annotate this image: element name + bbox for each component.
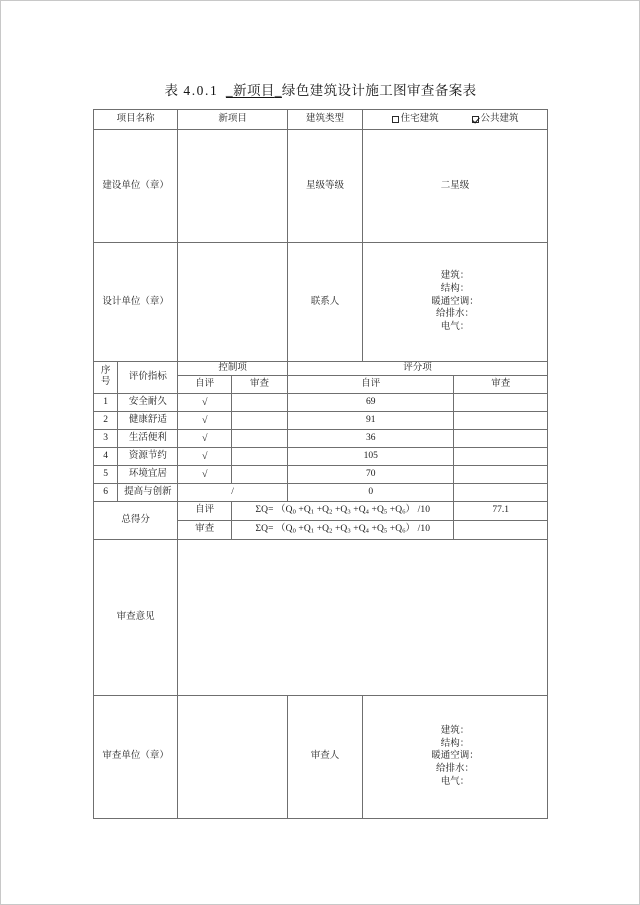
total-score-label: 总得分: [94, 501, 178, 539]
checkbox-residential[interactable]: [392, 113, 439, 126]
table-row-project-name: [94, 110, 548, 130]
unchecked-box-icon: [392, 116, 399, 123]
discipline-structure: 结构：: [440, 283, 470, 294]
page-title: [93, 79, 548, 99]
total-score-self-row: [94, 501, 548, 520]
building-type-options: [363, 110, 548, 130]
score-self-header: 自评: [287, 375, 454, 393]
total-review-value[interactable]: [454, 520, 548, 539]
row-control-merged[interactable]: /: [178, 483, 288, 501]
row-seq: 3: [94, 429, 118, 447]
total-review-label: 审查: [178, 520, 232, 539]
row-control-review[interactable]: [232, 429, 288, 447]
row-score-review[interactable]: [454, 429, 548, 447]
review-unit-label: 审查单位（章）: [94, 695, 178, 818]
total-review-formula: $\Sigma Q= (Q_0 +Q_1 +Q_2 +Q_3 +Q_4 +Q_5 +Q_6)$ /10: [232, 520, 454, 539]
row-score-self[interactable]: 69: [287, 393, 454, 411]
discipline-architecture: 建筑：: [440, 725, 470, 736]
row-indicator: 健康舒适: [118, 411, 178, 429]
seq-header-line1: 序: [100, 365, 111, 376]
construction-unit-label: 建设单位（章）: [94, 130, 178, 243]
project-name-value[interactable]: 新项目: [178, 110, 288, 130]
score-review-header: 审查: [454, 375, 548, 393]
control-review-header: 审查: [232, 375, 288, 393]
seq-header-line2: 号: [100, 377, 111, 388]
building-type-label: 建筑类型: [287, 110, 362, 130]
row-control-self[interactable]: √: [178, 429, 232, 447]
discipline-plumbing: 给排水：: [436, 764, 475, 775]
star-level-value[interactable]: 二星级: [363, 130, 548, 243]
review-opinion-value[interactable]: [178, 539, 548, 695]
row-indicator: 资源节约: [118, 447, 178, 465]
table-row: [94, 483, 548, 501]
row-score-review[interactable]: [454, 483, 548, 501]
review-unit-value[interactable]: [178, 695, 288, 818]
review-discipline-list[interactable]: [363, 695, 548, 818]
table-row-construction-unit: [94, 130, 548, 243]
row-control-self[interactable]: √: [178, 465, 232, 483]
row-score-review[interactable]: [454, 447, 548, 465]
title-prefix: 表: [164, 83, 179, 98]
scoring-group-header: 评分项: [287, 362, 547, 376]
table-row-review-unit: [94, 695, 548, 818]
row-control-review[interactable]: [232, 411, 288, 429]
checked-box-icon: [472, 116, 479, 123]
total-self-label: 自评: [178, 501, 232, 520]
table-row: [94, 411, 548, 429]
project-name-label: 项目名称: [94, 110, 178, 130]
star-level-label: 星级等级: [287, 130, 362, 243]
control-group-header: 控制项: [178, 362, 288, 376]
discipline-electrical: 电气：: [440, 322, 470, 333]
table-row-design-unit: [94, 243, 548, 362]
discipline-hvac: 暖通空调：: [431, 751, 479, 762]
construction-unit-value[interactable]: [178, 130, 288, 243]
discipline-structure: 结构：: [440, 738, 470, 749]
row-score-self[interactable]: 0: [287, 483, 454, 501]
review-opinion-label: 审查意见: [94, 539, 178, 695]
title-suffix: 绿色建筑设计施工图审查备案表: [281, 83, 477, 98]
total-self-formula: $\Sigma Q= (Q_0 +Q_1 +Q_2 +Q_3 +Q_4 +Q_5 +Q_6)$ /10: [232, 501, 454, 520]
discipline-plumbing: 给排水：: [436, 309, 475, 320]
row-control-self[interactable]: √: [178, 393, 232, 411]
table-row: [94, 429, 548, 447]
row-score-review[interactable]: [454, 411, 548, 429]
row-score-self[interactable]: 70: [287, 465, 454, 483]
seq-header: [94, 362, 118, 394]
row-control-review[interactable]: [232, 393, 288, 411]
row-control-review[interactable]: [232, 465, 288, 483]
discipline-hvac: 暖通空调：: [431, 296, 479, 307]
row-indicator: 安全耐久: [118, 393, 178, 411]
control-self-header: 自评: [178, 375, 232, 393]
row-indicator: 生活便利: [118, 429, 178, 447]
row-seq: 5: [94, 465, 118, 483]
checkbox-residential-label: 住宅建筑: [400, 114, 439, 125]
discipline-architecture: 建筑：: [440, 270, 470, 281]
checkbox-public[interactable]: [472, 113, 519, 126]
contact-person-label: 联系人: [287, 243, 362, 362]
indicator-header: 评价指标: [118, 362, 178, 394]
total-self-value[interactable]: 77.1: [454, 501, 548, 520]
row-seq: 6: [94, 483, 118, 501]
title-number: 4.0.1: [183, 83, 219, 98]
row-seq: 4: [94, 447, 118, 465]
row-seq: 2: [94, 411, 118, 429]
table-row: [94, 393, 548, 411]
row-control-review[interactable]: [232, 447, 288, 465]
row-score-review[interactable]: [454, 465, 548, 483]
row-indicator: 提高与创新: [118, 483, 178, 501]
design-unit-label: 设计单位（章）: [94, 243, 178, 362]
filing-form-table: [93, 109, 548, 819]
row-score-self[interactable]: 91: [287, 411, 454, 429]
discipline-electrical: 电气：: [440, 777, 470, 788]
table-row-review-opinion: [94, 539, 548, 695]
table-row: [94, 465, 548, 483]
row-control-self[interactable]: √: [178, 447, 232, 465]
row-score-self[interactable]: 36: [287, 429, 454, 447]
row-score-self[interactable]: 105: [287, 447, 454, 465]
row-indicator: 环境宜居: [118, 465, 178, 483]
row-seq: 1: [94, 393, 118, 411]
row-score-review[interactable]: [454, 393, 548, 411]
reviewer-label: 审查人: [287, 695, 362, 818]
design-unit-value[interactable]: [178, 243, 288, 362]
score-header-group-row: [94, 362, 548, 376]
checkbox-public-label: 公共建筑: [480, 114, 519, 125]
row-control-self[interactable]: √: [178, 411, 232, 429]
title-project-name: _新项目_: [225, 83, 282, 98]
table-row: [94, 447, 548, 465]
design-discipline-list[interactable]: [363, 243, 548, 362]
